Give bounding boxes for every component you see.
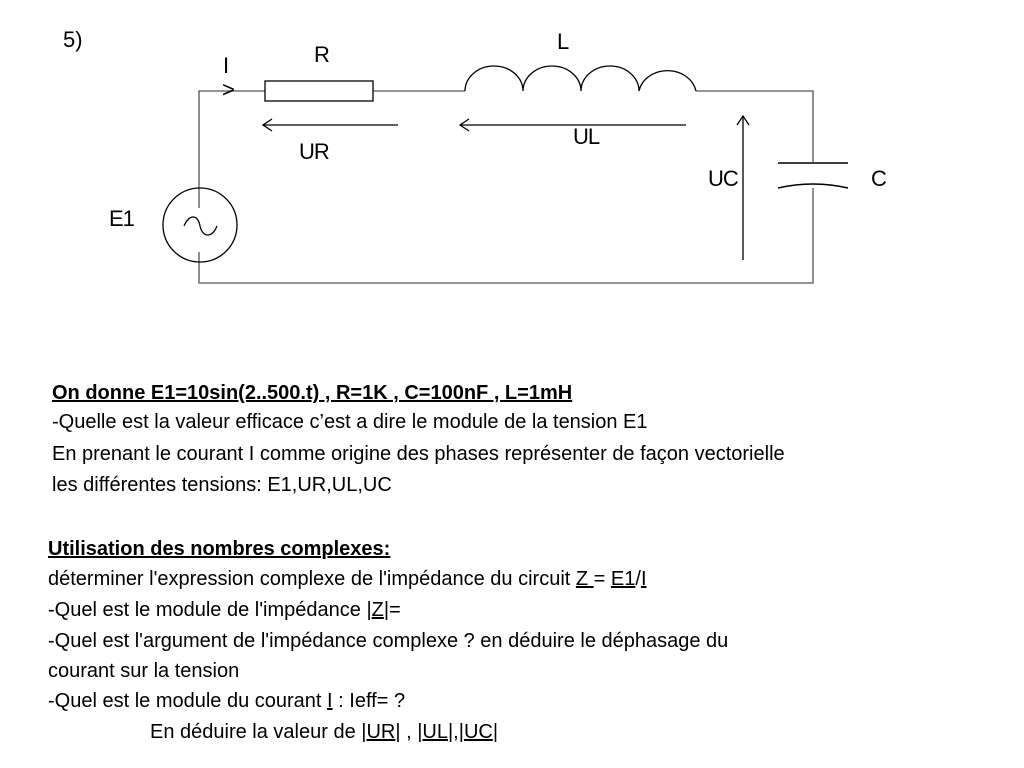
resistor-r: [265, 81, 373, 101]
resistor-label: R: [314, 42, 330, 67]
question-impedance-argument-line1: -Quel est l'argument de l'impédance complexe ? en déduire le déphasage du: [48, 630, 729, 652]
capacitor-c: [778, 163, 848, 188]
question-vector-diagram-line2: les différentes tensions: E1,UR,UL,UC: [52, 474, 392, 496]
question-current-module: [48, 689, 405, 714]
exercise-number: 5): [63, 27, 83, 52]
question-voltage-modules: [150, 720, 498, 745]
q6-uc: UC: [463, 721, 493, 743]
q3-z: Z: [371, 599, 384, 621]
current-direction-arrow: >: [222, 77, 235, 102]
q6-sep1: | , |: [395, 721, 423, 743]
ac-source-e1: [163, 188, 237, 262]
question-impedance-argument-line2: courant sur la tension: [48, 660, 240, 682]
inductor-label: L: [557, 29, 570, 54]
q3-prefix: -Quel est le module de l'impédance |: [48, 599, 372, 621]
q5-i: I: [327, 690, 333, 712]
complex-heading: Utilisation des nombres complexes:: [48, 538, 391, 560]
q6-sep2: |,|: [447, 721, 464, 743]
equals-sign: =: [593, 568, 611, 590]
q6-ul: UL: [422, 721, 448, 743]
q6-ur: UR: [366, 721, 396, 743]
q5-suffix: : Ieff= ?: [332, 690, 406, 712]
question-vector-diagram-line1: En prenant le courant I comme origine des phases représenter de façon vectorielle: [52, 443, 785, 465]
complex-intro-text: déterminer l'expression complexe de l'impédance du circuit: [48, 568, 576, 590]
question-effective-value: -Quelle est la valeur efficace c’est a dire le module de la tension E1: [52, 411, 648, 433]
voltage-ul-label: UL: [573, 124, 600, 149]
e1-symbol: E1: [610, 568, 636, 590]
uc-arrow: [737, 116, 749, 260]
ur-arrow: [263, 119, 398, 131]
divide-slash: /: [635, 568, 641, 590]
z-symbol: Z: [575, 568, 594, 590]
given-values: On donne E1=10sin(2..500.t) , R=1K , C=100nF , L=1mH: [52, 382, 573, 404]
complex-intro: [48, 567, 647, 592]
q6-end: |: [492, 721, 499, 743]
q3-suffix: |=: [383, 599, 401, 621]
current-label: I: [223, 53, 230, 78]
q5-prefix: -Quel est le module du courant: [48, 690, 328, 712]
question-impedance-module: [48, 598, 401, 623]
i-symbol: I: [640, 568, 647, 590]
q6-prefix: En déduire la valeur de |: [150, 721, 367, 743]
source-label: E1: [109, 206, 134, 231]
inductor-l: [465, 66, 696, 91]
voltage-uc-label: UC: [708, 166, 738, 191]
capacitor-label: C: [871, 166, 887, 191]
voltage-ur-label: UR: [299, 139, 329, 164]
